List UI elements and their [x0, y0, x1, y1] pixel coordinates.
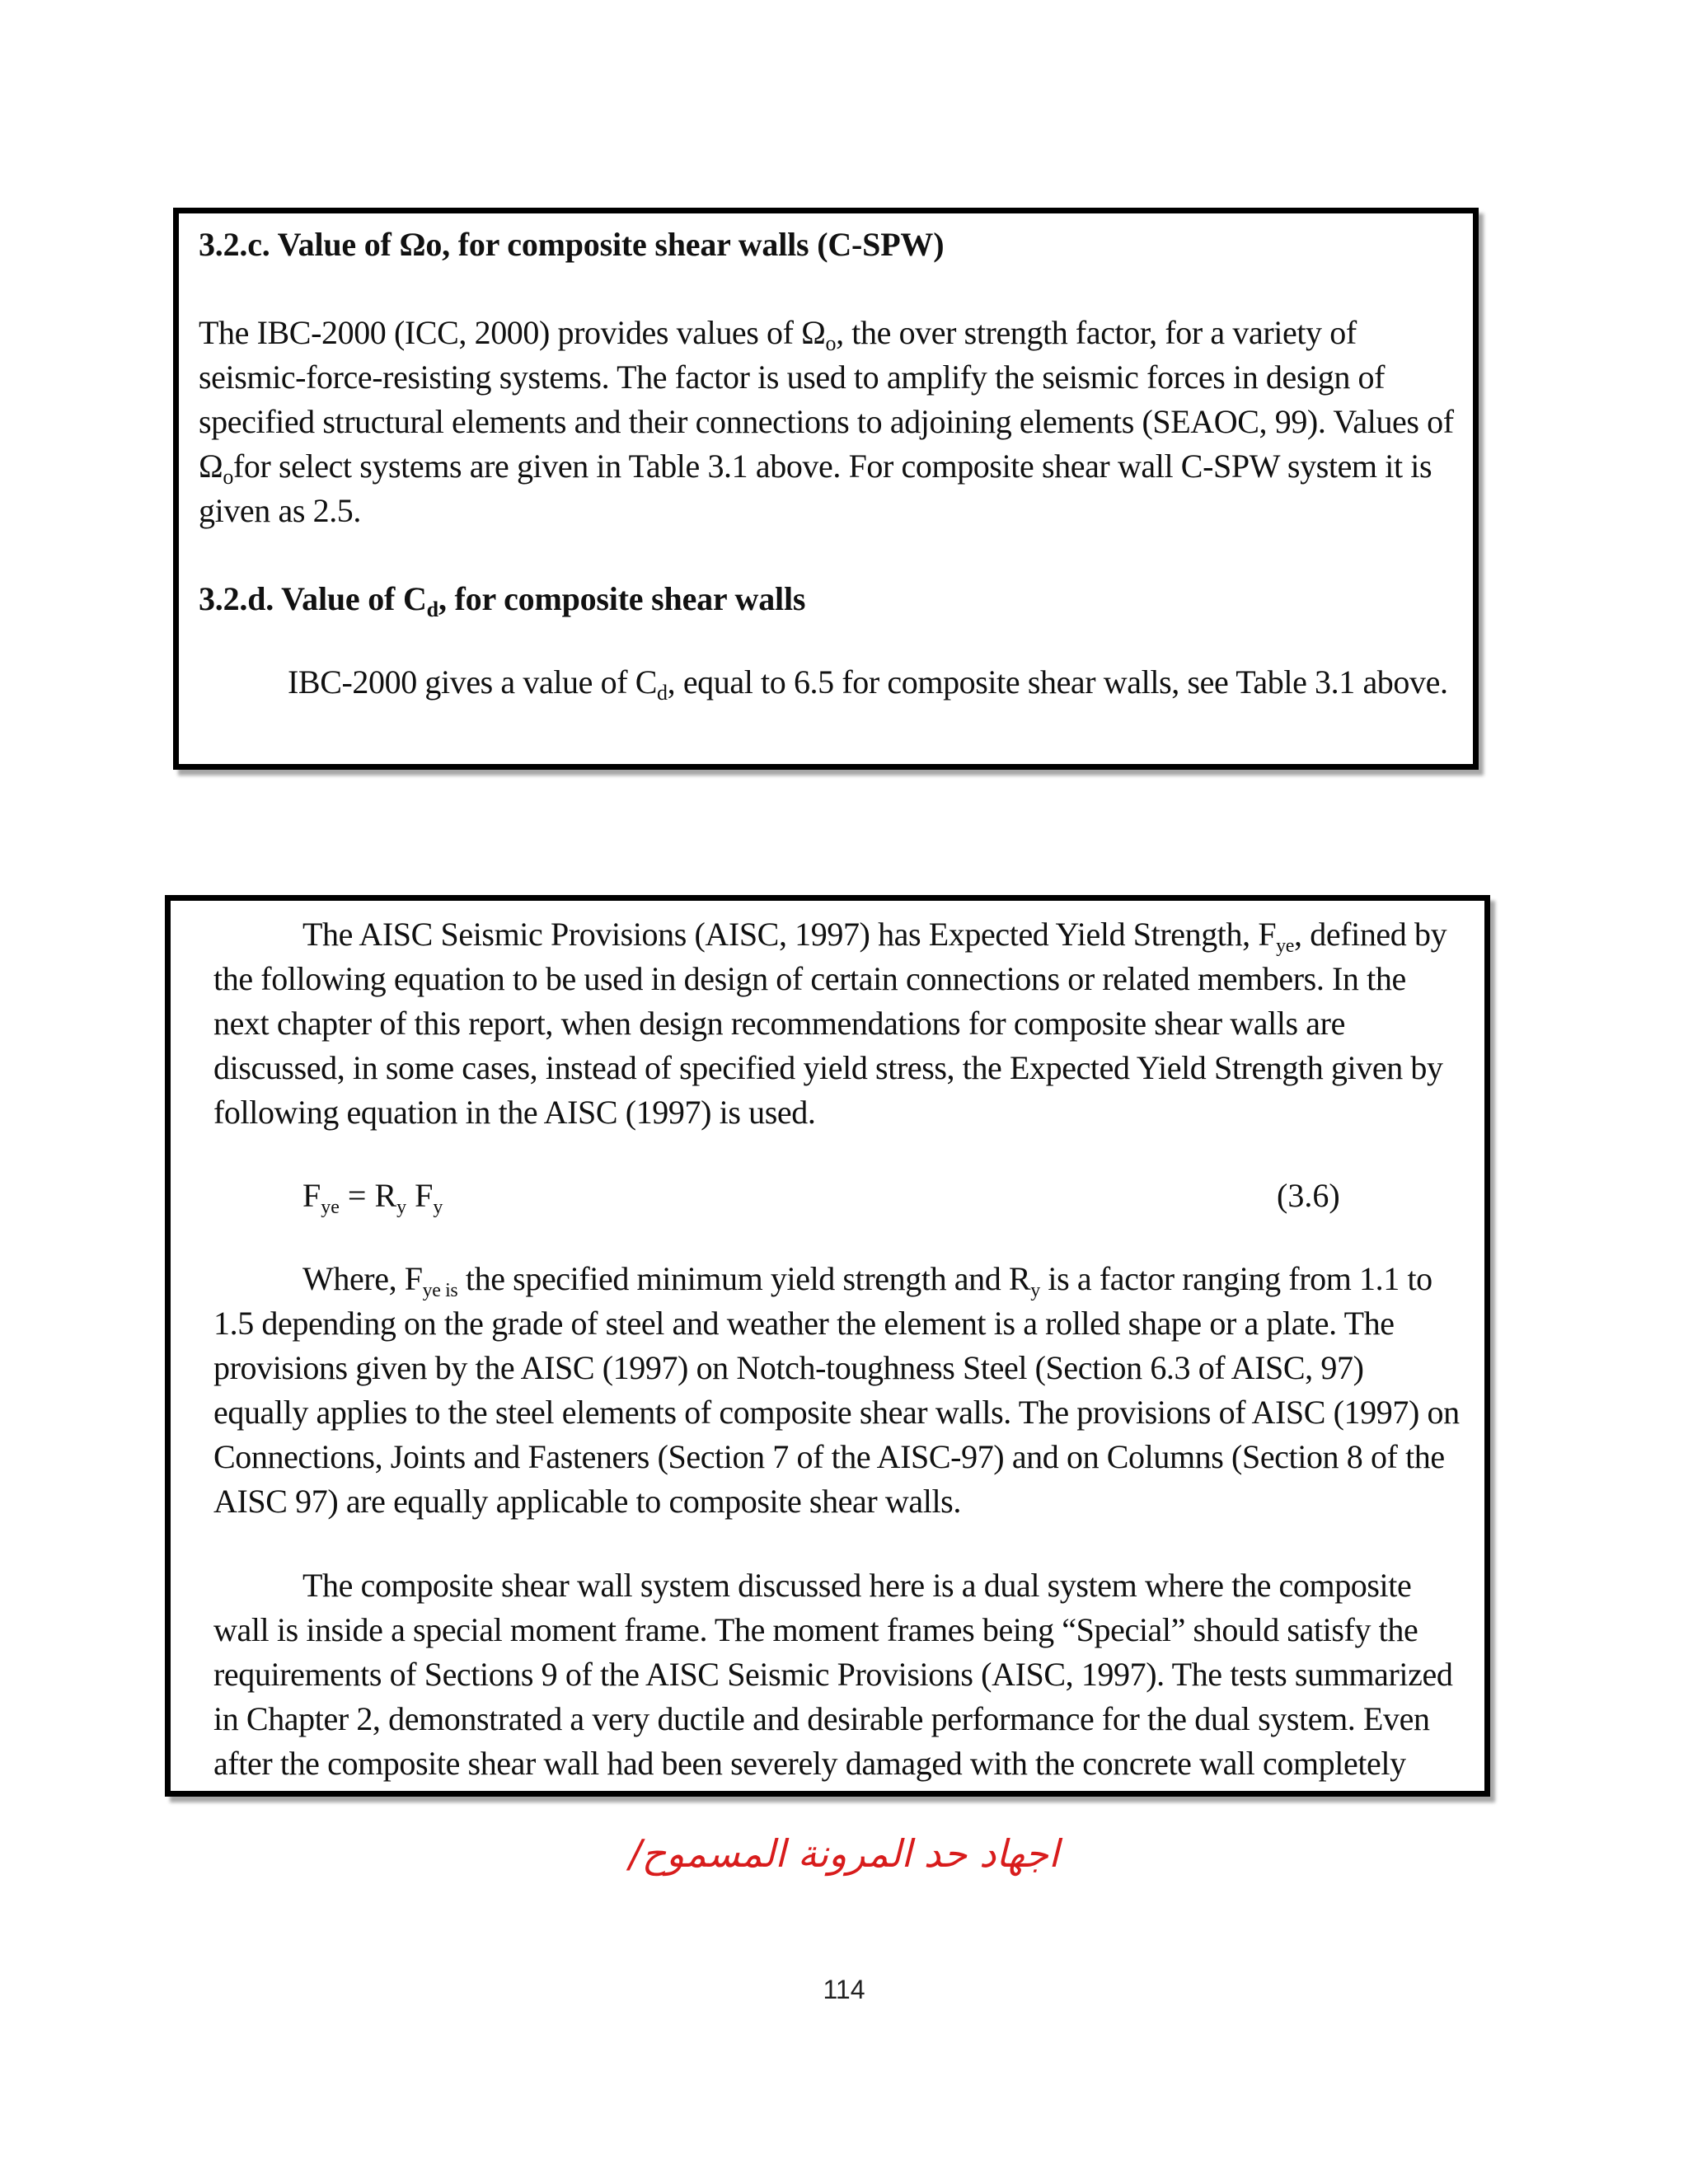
heading-3-2-c-symbol: Ωo: [399, 226, 443, 263]
heading-3-2-d-suffix: , for composite shear walls: [438, 580, 806, 617]
heading-3-2-d-prefix: 3.2.d. Value of C: [199, 580, 427, 617]
eq-f2-subscript: y: [433, 1197, 443, 1218]
arabic-note: اجهاد حد المرونة المسموح/: [629, 1831, 1059, 1876]
equation-expression: [302, 1173, 443, 1219]
fye-subscript: ye: [1276, 935, 1295, 957]
heading-3-2-d: [199, 578, 1455, 621]
section-box-expected-yield: [165, 895, 1490, 1797]
omega-subscript-1: o: [825, 331, 837, 355]
paragraph-where: [213, 1257, 1463, 1524]
paragraph-omega-part-1: The IBC-2000 (ICC, 2000) provides values of Ω: [199, 314, 826, 351]
eq-f-subscript: ye: [321, 1197, 340, 1218]
eq-equals-r: = R: [339, 1177, 397, 1214]
cd-subscript: d: [657, 681, 668, 705]
eq-f2: F: [406, 1177, 434, 1214]
section-box-omega-cd: [173, 208, 1479, 770]
heading-3-2-c: [199, 223, 1455, 266]
paragraph-expected-yield-part-1: The AISC Seismic Provisions (AISC, 1997) has Expected Yield Strength, F: [302, 916, 1277, 953]
paragraph-expected-yield-part-2: , defined by the following equation to be used in design of certain connections or related members. In the next chapter of this report, when design recommendations for composite shear walls are discussed, in some cases, instead of specified yield stress, the Expected Yield Strength given by following equation in the AISC (1997) is used.: [213, 916, 1447, 1131]
paragraph-where-part-2: the specified minimum yield strength and R: [457, 1260, 1031, 1297]
paragraph-omega-part-2: , the over strength factor, for a variety of seismic-force-resisting systems. The factor is used to amplify the seismic forces in design of specified structural elements and their connections to adjoining elements (SEAOC, 99). Values of Ω: [199, 314, 1454, 485]
paragraph-omega-part-3: for select systems are given in Table 3.1 above. For composite shear wall C-SPW system it is given as 2.5.: [199, 448, 1432, 529]
paragraph-where-part-1: Where, F: [302, 1260, 423, 1297]
heading-3-2-d-subscript: d: [426, 598, 438, 621]
omega-subscript-2: o: [223, 465, 233, 489]
eq-r-subscript: y: [396, 1197, 407, 1218]
heading-3-2-c-suffix: , for composite shear walls (C-SPW): [442, 226, 945, 263]
paragraph-dual-system: The composite shear wall system discussed here is a dual system where the composite wall is inside a special moment frame. The moment frames being “Special” should satisfy the requirements of Sections 9 of the AISC Seismic Provisions (AISC, 1997). The tests summarized in Chapter 2, demonstrated a very ductile and desirable performance for the dual system. Even after the composite shear wall had been severely damaged with the concrete wall completely: [213, 1567, 1453, 1782]
heading-3-2-c-prefix: 3.2.c. Value of: [199, 226, 400, 263]
fye-is-subscript: ye is: [422, 1280, 458, 1301]
paragraph-where-part-3: is a factor ranging from 1.1 to 1.5 depending on the grade of steel and weather the element is a rolled shape or a plate. The provisions given by the AISC (1997) on Notch-toughness Steel (Section 6.3 of AISC, 97) equally applies to the steel elements of composite shear walls. The provisions of AISC (1997) on Connections, Joints and Fasteners (Section 7 of the AISC-97) and on Columns (Section 8 of the AISC 97) are equally applicable to composite shear walls.: [213, 1260, 1460, 1520]
paragraph-omega-description: [199, 311, 1455, 533]
paragraph-expected-yield: [213, 912, 1463, 1135]
paragraph-cd-part-1: IBC-2000 gives a value of C: [288, 663, 658, 701]
paragraph-cd-description: [199, 660, 1455, 705]
page-number: 114: [823, 1975, 865, 2004]
equation-number: (3.6): [1277, 1177, 1340, 1214]
equation-3-6: [213, 1173, 1463, 1219]
ry-subscript: y: [1030, 1280, 1040, 1301]
paragraph-cd-part-2: , equal to 6.5 for composite shear walls, see Table 3.1 above.: [667, 663, 1448, 701]
eq-f: F: [302, 1177, 321, 1214]
